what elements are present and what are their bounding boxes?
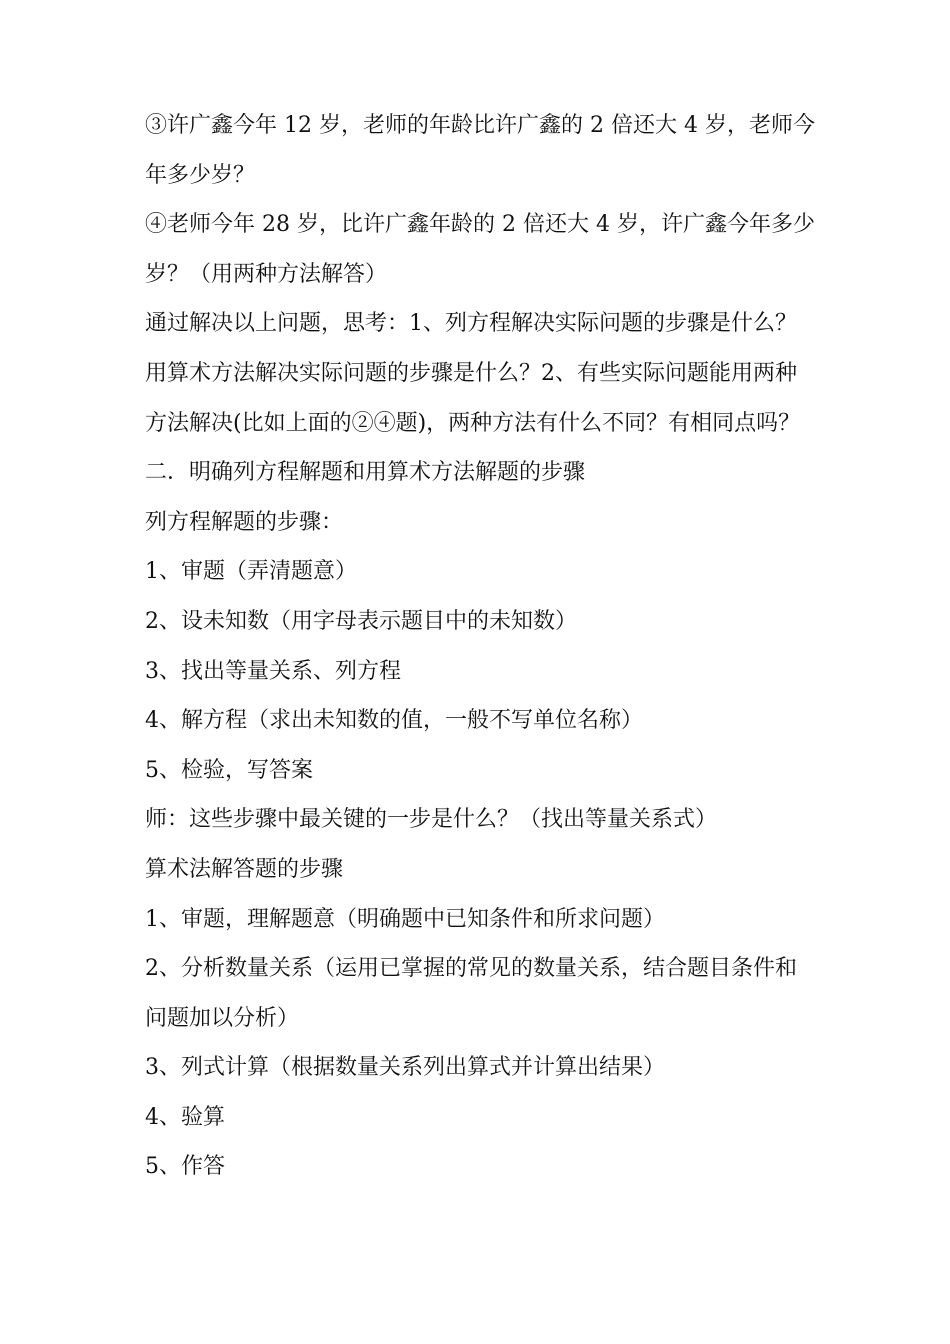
equation-step-5: 5、检验，写答案 [145, 757, 313, 783]
arithmetic-step-2: 2、分析数量关系（运用已掌握的常见的数量关系，结合题目条件和问题加以分析） [145, 956, 797, 1031]
arithmetic-step-4: 4、验算 [145, 1104, 225, 1130]
arithmetic-steps-title: 算术法解答题的步骤 [145, 856, 344, 882]
problem-4: ④老师今年 28 岁，比许广鑫年龄的 2 倍还大 4 岁，许广鑫今年多少岁？（用两种方法解答） [145, 212, 815, 287]
arithmetic-step-3: 3、列式计算（根据数量关系列出算式并计算出结果） [145, 1055, 665, 1081]
equation-step-3: 3、找出等量关系、列方程 [145, 658, 401, 684]
reflection-questions: 通过解决以上问题，思考：1、列方程解决实际问题的步骤是什么？用算术方法解决实际问题的步骤是什么？2、有些实际问题能用两种方法解决(比如上面的②④题)，两种方法有什么不同？有相同点吗？ [145, 311, 801, 436]
arithmetic-step-1: 1、审题，理解题意（明确题中已知条件和所求问题） [145, 906, 665, 932]
problem-3: ③许广鑫今年 12 岁，老师的年龄比许广鑫的 2 倍还大 4 岁，老师今年多少岁？ [145, 113, 815, 188]
equation-step-4: 4、解方程（求出未知数的值，一般不写单位名称） [145, 708, 643, 734]
document-body [145, 101, 815, 1192]
equation-step-2: 2、设未知数（用字母表示题目中的未知数） [145, 608, 577, 634]
equation-step-1: 1、审题（弄清题意） [145, 559, 357, 585]
teacher-question: 师：这些步骤中最关键的一步是什么？（找出等量关系式） [145, 807, 718, 833]
arithmetic-step-5: 5、作答 [145, 1154, 225, 1180]
equation-steps-title: 列方程解题的步骤： [145, 509, 344, 535]
section-heading: 二．明确列方程解题和用算术方法解题的步骤 [145, 460, 586, 486]
